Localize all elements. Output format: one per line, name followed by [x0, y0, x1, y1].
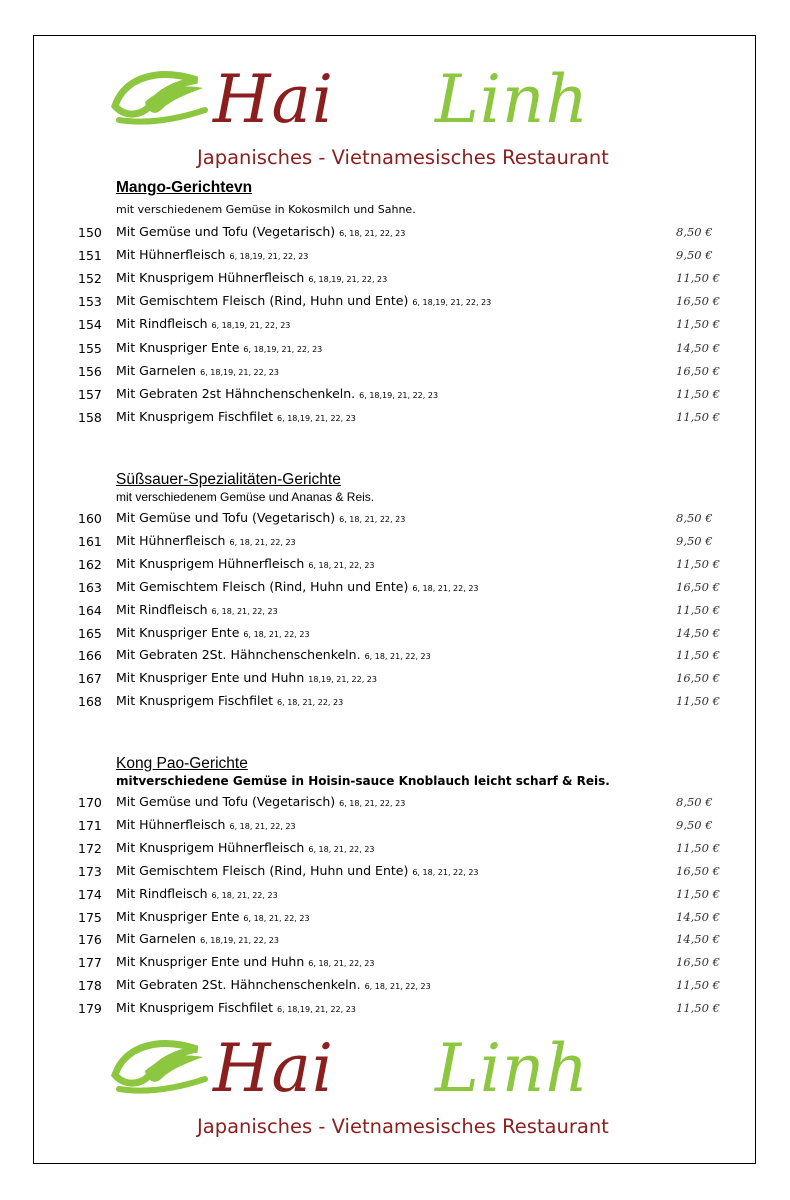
item-number: 176 [78, 932, 102, 948]
item-name-text: Mit Gebraten 2st Hähnchenschenkeln. [116, 385, 356, 401]
item-number: 166 [78, 648, 102, 664]
item-name-text: Mit Knusprigem Fischfilet [116, 1000, 274, 1016]
item-name-text: Mit Knuspriger Ente [116, 339, 240, 355]
section-title: Kong Pao-Gerichte [116, 755, 248, 772]
allergen-codes: 6, 18, 21, 22, 23 [229, 821, 296, 831]
item-number: 177 [78, 955, 102, 971]
menu-item-row [0, 645, 790, 667]
allergen-codes: 6, 18, 21, 22, 23 [339, 799, 406, 808]
allergen-codes: 6, 18, 21, 22, 23 [364, 982, 431, 992]
item-number: 161 [78, 533, 102, 549]
item-price: 9,50 € [676, 533, 713, 548]
item-price: 11,50 € [676, 694, 720, 709]
item-name-text: Mit Knusprigem Fischfilet [116, 693, 274, 709]
item-price: 8,50 € [676, 795, 713, 809]
section-title: Mango-Gerichtevn [116, 179, 253, 196]
item-name [116, 670, 377, 685]
allergen-codes: 6, 18,19, 21, 22, 23 [277, 413, 356, 423]
item-name [116, 533, 296, 548]
item-price: 8,50 € [676, 225, 713, 239]
section-title: Süßsauer-Spezialitäten-Gerichte [116, 471, 341, 488]
item-name [116, 556, 375, 571]
menu-item-row [0, 998, 790, 1020]
brand-name-part1: Hai [213, 61, 335, 138]
allergen-codes: 18,19, 21, 22, 23 [308, 675, 377, 685]
allergen-codes: 6, 18, 21, 22, 23 [339, 229, 406, 238]
menu-item-row [0, 691, 790, 713]
item-number: 153 [78, 294, 102, 310]
item-name-text: Mit Rindfleisch [116, 316, 208, 332]
item-number: 151 [78, 248, 102, 264]
item-name [116, 316, 290, 331]
item-price: 9,50 € [676, 248, 713, 263]
allergen-codes: 6, 18,19, 21, 22, 23 [229, 252, 309, 262]
menu-item-row [0, 815, 790, 837]
allergen-codes: 6, 18, 21, 22, 23 [364, 652, 431, 662]
item-price: 11,50 € [676, 602, 720, 617]
item-name-text: Mit Gemischtem Fleisch (Rind, Huhn und Ente) [116, 578, 409, 594]
item-price: 11,50 € [676, 317, 720, 332]
item-name-text: Mit Hühnerfleisch [116, 247, 226, 263]
menu-item-row [0, 884, 790, 906]
item-price: 9,50 € [676, 817, 713, 832]
item-name [116, 363, 279, 378]
menu-item-row [0, 861, 790, 883]
allergen-codes: 6, 18, 21, 22, 23 [308, 959, 375, 969]
brand-name-part2: Linh [435, 61, 589, 138]
item-price: 11,50 € [676, 386, 720, 401]
allergen-codes: 6, 18, 21, 22, 23 [243, 913, 310, 923]
item-name [116, 247, 308, 262]
item-name-text: Mit Gemüse und Tofu (Vegetarisch) [116, 224, 336, 239]
menu-item-row [0, 554, 790, 576]
item-name-text: Mit Gemüse und Tofu (Vegetarisch) [116, 510, 336, 525]
menu-item-row [0, 407, 790, 429]
allergen-codes: 6, 18, 21, 22, 23 [308, 844, 375, 854]
item-name-text: Mit Garnelen [116, 362, 197, 378]
item-name [116, 794, 405, 809]
item-number: 171 [78, 817, 102, 833]
item-name [116, 954, 374, 969]
item-name-text: Mit Knuspriger Ente und Huhn [116, 670, 305, 686]
item-name [116, 270, 387, 285]
item-number: 173 [78, 863, 102, 879]
allergen-codes: 6, 18,19, 21, 22, 23 [277, 1005, 356, 1015]
item-price: 11,50 € [676, 648, 720, 663]
item-number: 178 [78, 978, 102, 994]
brand-subtitle: Japanisches - Vietnamesisches Restaurant [197, 1115, 609, 1138]
menu-item-row [0, 577, 790, 599]
leaf-logo-icon [105, 1027, 215, 1107]
item-price: 16,50 € [676, 579, 720, 594]
brand-name-part1: Hai [213, 1030, 335, 1107]
item-name-text: Mit Knusprigem Hühnerfleisch [116, 555, 305, 571]
item-number: 179 [78, 1001, 102, 1017]
item-name [116, 909, 310, 924]
item-price: 8,50 € [676, 511, 713, 525]
item-number: 156 [78, 363, 102, 379]
item-number: 167 [78, 671, 102, 687]
item-price: 16,50 € [676, 955, 720, 970]
allergen-codes: 6, 18, 21, 22, 23 [229, 537, 296, 547]
allergen-codes: 6, 18, 21, 22, 23 [211, 606, 278, 616]
item-price: 16,50 € [676, 671, 720, 686]
item-number: 170 [78, 795, 102, 810]
item-price: 11,50 € [676, 886, 720, 901]
item-name-text: Mit Hühnerfleisch [116, 816, 226, 832]
item-name [116, 693, 343, 708]
item-name [116, 386, 438, 401]
item-price: 11,50 € [676, 1001, 720, 1016]
item-number: 174 [78, 886, 102, 902]
menu-item-row [0, 792, 790, 814]
item-name [116, 977, 431, 992]
leaf-logo-icon [105, 58, 215, 138]
item-price: 11,50 € [676, 978, 720, 993]
item-name-text: Mit Hühnerfleisch [116, 532, 226, 548]
allergen-codes: 6, 18, 21, 22, 23 [339, 515, 406, 524]
item-name [116, 602, 278, 617]
item-name [116, 647, 431, 662]
menu-item-row [0, 361, 790, 383]
section-description: mit verschiedenem Gemüse in Kokosmilch und Sahne. [116, 203, 416, 216]
brand-subtitle: Japanisches - Vietnamesisches Restaurant [197, 146, 609, 169]
menu-item-row [0, 929, 790, 951]
menu-item-row [0, 838, 790, 860]
item-price: 11,50 € [676, 556, 720, 571]
allergen-codes: 6, 18,19, 21, 22, 23 [359, 390, 439, 400]
item-name-text: Mit Knusprigem Hühnerfleisch [116, 839, 305, 855]
menu-item-row [0, 268, 790, 290]
item-name [116, 886, 278, 901]
item-price: 16,50 € [676, 863, 720, 878]
menu-item-row [0, 668, 790, 690]
menu-item-row [0, 291, 790, 313]
item-name-text: Mit Gemüse und Tofu (Vegetarisch) [116, 794, 336, 809]
item-name-text: Mit Knusprigem Hühnerfleisch [116, 270, 305, 286]
logo-top [105, 58, 685, 178]
item-name-text: Mit Gemischtem Fleisch (Rind, Huhn und Ente) [116, 862, 409, 878]
item-number: 154 [78, 317, 102, 333]
item-name [116, 840, 375, 855]
item-name [116, 579, 479, 594]
allergen-codes: 6, 18,19, 21, 22, 23 [200, 936, 279, 946]
item-price: 16,50 € [676, 294, 720, 309]
item-number: 152 [78, 271, 102, 287]
item-name-text: Mit Knuspriger Ente und Huhn [116, 954, 305, 970]
allergen-codes: 6, 18,19, 21, 22, 23 [412, 298, 492, 308]
item-price: 11,50 € [676, 409, 720, 424]
item-name [116, 224, 405, 239]
item-price: 16,50 € [676, 363, 720, 378]
item-name [116, 510, 405, 525]
menu-item-row [0, 531, 790, 553]
section-description: mit verschiedenem Gemüse und Ananas & Reis. [116, 490, 375, 504]
item-name [116, 863, 479, 878]
item-number: 160 [78, 511, 102, 526]
item-number: 172 [78, 840, 102, 856]
item-name-text: Mit Rindfleisch [116, 601, 208, 617]
allergen-codes: 6, 18,19, 21, 22, 23 [200, 367, 279, 377]
item-name-text: Mit Gebraten 2St. Hähnchenschenkeln. [116, 647, 361, 663]
item-name [116, 1000, 356, 1015]
item-price: 14,50 € [676, 340, 720, 355]
item-name [116, 817, 296, 832]
menu-item-row [0, 623, 790, 645]
item-number: 175 [78, 909, 102, 925]
allergen-codes: 6, 18,19, 21, 22, 23 [308, 275, 388, 285]
menu-item-row [0, 338, 790, 360]
item-name [116, 293, 491, 308]
item-number: 163 [78, 579, 102, 595]
item-number: 157 [78, 386, 102, 402]
item-name-text: Mit Rindfleisch [116, 885, 208, 901]
allergen-codes: 6, 18, 21, 22, 23 [412, 583, 479, 593]
item-number: 164 [78, 602, 102, 618]
menu-item-row [0, 952, 790, 974]
item-name-text: Mit Knuspriger Ente [116, 624, 240, 640]
menu-item-row [0, 907, 790, 929]
item-number: 162 [78, 556, 102, 572]
menu-item-row [0, 314, 790, 336]
menu-item-row [0, 245, 790, 267]
item-name [116, 340, 322, 355]
item-name-text: Mit Gebraten 2St. Hähnchenschenkeln. [116, 977, 361, 993]
item-price: 11,50 € [676, 840, 720, 855]
item-price: 14,50 € [676, 625, 720, 640]
menu-item-row [0, 975, 790, 997]
item-name-text: Mit Gemischtem Fleisch (Rind, Huhn und Ente) [116, 293, 409, 309]
item-name [116, 625, 310, 640]
allergen-codes: 6, 18, 21, 22, 23 [308, 560, 375, 570]
item-price: 14,50 € [676, 909, 720, 924]
menu-item-row [0, 222, 790, 244]
menu-item-row [0, 384, 790, 406]
item-number: 155 [78, 340, 102, 356]
allergen-codes: 6, 18, 21, 22, 23 [277, 698, 344, 708]
allergen-codes: 6, 18,19, 21, 22, 23 [211, 321, 291, 331]
item-price: 11,50 € [676, 271, 720, 286]
item-number: 165 [78, 625, 102, 641]
allergen-codes: 6, 18,19, 21, 22, 23 [243, 344, 323, 354]
item-name-text: Mit Garnelen [116, 931, 197, 947]
item-name [116, 931, 279, 946]
menu-item-row [0, 508, 790, 530]
brand-name-part2: Linh [435, 1030, 589, 1107]
allergen-codes: 6, 18, 21, 22, 23 [211, 890, 278, 900]
item-name-text: Mit Knusprigem Fischfilet [116, 408, 274, 424]
item-number: 158 [78, 409, 102, 425]
logo-bottom [105, 1027, 685, 1147]
allergen-codes: 6, 18, 21, 22, 23 [243, 629, 310, 639]
item-name [116, 409, 356, 424]
item-name-text: Mit Knuspriger Ente [116, 908, 240, 924]
allergen-codes: 6, 18, 21, 22, 23 [412, 867, 479, 877]
item-price: 14,50 € [676, 932, 720, 947]
section-description: mitverschiedene Gemüse in Hoisin-sauce Knoblauch leicht scharf & Reis. [116, 774, 610, 788]
item-number: 168 [78, 694, 102, 710]
menu-item-row [0, 600, 790, 622]
item-number: 150 [78, 225, 102, 240]
